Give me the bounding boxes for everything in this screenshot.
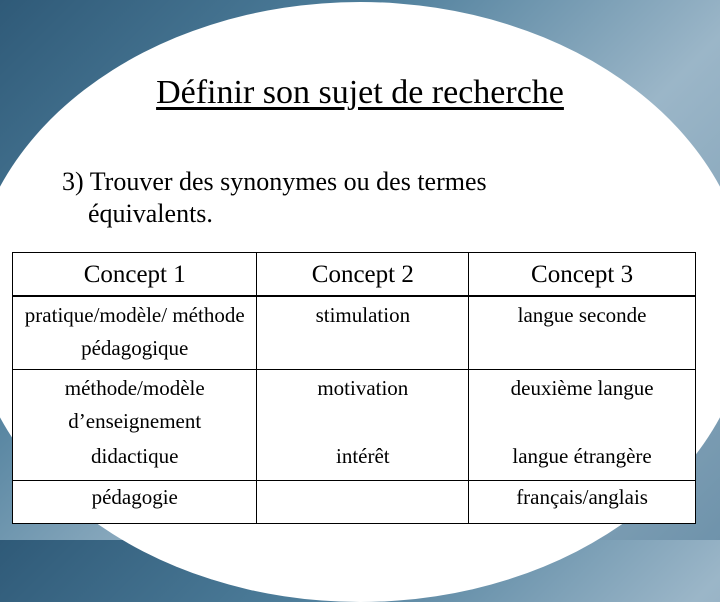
table-cell: langue étrangère [469,440,696,481]
table-header-row [13,253,696,297]
table-cell: langue seconde [469,296,696,370]
bullet-line-1: 3) Trouver des synonymes ou des termes [62,167,487,196]
table-row [13,296,696,370]
table-row [13,481,696,524]
bullet-point [62,166,662,230]
header-concept-2: Concept 2 [257,253,469,297]
table-cell: stimulation [257,296,469,370]
header-concept-3: Concept 3 [469,253,696,297]
bullet-line-2: équivalents. [88,199,213,228]
table-cell [257,481,469,524]
concept-table [12,252,696,524]
table-cell: deuxième langue [469,370,696,441]
slide-title: Définir son sujet de recherche [156,74,564,111]
table-cell: intérêt [257,440,469,481]
table-cell: pratique/modèle/ méthode pédagogique [13,296,257,370]
table-cell: pédagogie [13,481,257,524]
header-concept-1: Concept 1 [13,253,257,297]
table-cell: méthode/modèle d’enseignement [13,370,257,441]
table-cell: didactique [13,440,257,481]
table-cell: français/anglais [469,481,696,524]
table-cell: motivation [257,370,469,441]
table-row [13,370,696,441]
table-row [13,440,696,481]
